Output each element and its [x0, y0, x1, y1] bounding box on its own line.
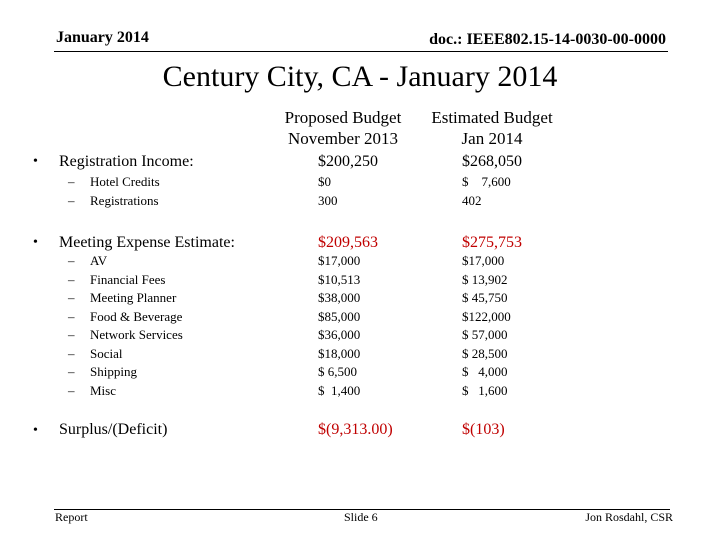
- dash: –: [68, 290, 75, 305]
- dash: –: [68, 193, 75, 208]
- expense-item-label: Misc: [90, 383, 116, 398]
- header-doc-id: doc.: IEEE802.15-14-0030-00-0000: [429, 31, 666, 48]
- dash: –: [68, 309, 75, 324]
- expense-item-label: Meeting Planner: [90, 290, 177, 305]
- expense-estimated: $275,753: [462, 234, 522, 251]
- expense-item-label: AV: [90, 253, 108, 268]
- bullet: •: [33, 235, 38, 250]
- expense-item-label: Social: [90, 346, 123, 361]
- expense-item-estimated: $ 4,000: [462, 364, 508, 379]
- expense-item-label: Financial Fees: [90, 272, 166, 287]
- registration-item-label: Registrations: [90, 193, 159, 208]
- footer-left: Report: [55, 510, 88, 524]
- expense-item-estimated: $ 1,600: [462, 383, 508, 398]
- bullet: •: [33, 154, 38, 169]
- expense-item-proposed: $ 6,500: [318, 364, 357, 379]
- slide-title: Century City, CA - January 2014: [162, 60, 558, 93]
- footer-slide-number: Slide 6: [344, 510, 378, 524]
- registration-proposed: $200,250: [318, 153, 378, 170]
- expense-item-proposed: $38,000: [318, 290, 361, 305]
- registration-estimated: $268,050: [462, 153, 522, 170]
- col-estimated-header-line1: Estimated Budget: [431, 108, 553, 127]
- surplus-proposed: $(9,313.00): [318, 421, 393, 438]
- col-proposed-header-line2: November 2013: [287, 129, 398, 148]
- expense-item-proposed: $ 1,400: [318, 383, 361, 398]
- surplus-label: Surplus/(Deficit): [59, 421, 168, 438]
- registration-item-estimated: 402: [462, 193, 482, 208]
- registration-item-proposed: $0: [318, 174, 331, 189]
- registration-item-label: Hotel Credits: [90, 174, 160, 189]
- expense-item-estimated: $ 13,902: [462, 272, 508, 287]
- dash: –: [68, 253, 75, 268]
- dash: –: [68, 327, 75, 342]
- header-date: January 2014: [56, 29, 149, 46]
- expense-item-proposed: $85,000: [318, 309, 361, 324]
- expense-item-estimated: $122,000: [462, 309, 511, 324]
- dash: –: [68, 383, 75, 398]
- surplus-estimated: $(103): [462, 421, 505, 438]
- registration-item-proposed: 300: [318, 193, 338, 208]
- dash: –: [68, 346, 75, 361]
- expense-item-estimated: $ 57,000: [462, 327, 508, 342]
- expense-item-label: Food & Beverage: [90, 309, 183, 324]
- col-proposed-header-line1: Proposed Budget: [284, 108, 402, 127]
- expense-item-proposed: $10,513: [318, 272, 361, 287]
- expense-item-estimated: $17,000: [462, 253, 505, 268]
- registration-item-estimated: $ 7,600: [462, 174, 511, 189]
- expense-item-proposed: $17,000: [318, 253, 361, 268]
- expense-item-proposed: $36,000: [318, 327, 361, 342]
- expense-item-label: Network Services: [90, 327, 183, 342]
- expense-proposed: $209,563: [318, 234, 378, 251]
- expense-label: Meeting Expense Estimate:: [59, 234, 235, 251]
- dash: –: [68, 364, 75, 379]
- dash: –: [68, 174, 75, 189]
- footer-author: Jon Rosdahl, CSR: [585, 510, 673, 524]
- header-rule: [54, 51, 668, 52]
- expense-item-proposed: $18,000: [318, 346, 361, 361]
- expense-item-estimated: $ 28,500: [462, 346, 508, 361]
- col-estimated-header-line2: Jan 2014: [461, 129, 523, 148]
- dash: –: [68, 272, 75, 287]
- registration-label: Registration Income:: [59, 153, 194, 170]
- expense-item-label: Shipping: [90, 364, 137, 379]
- bullet: •: [33, 423, 38, 438]
- expense-item-estimated: $ 45,750: [462, 290, 508, 305]
